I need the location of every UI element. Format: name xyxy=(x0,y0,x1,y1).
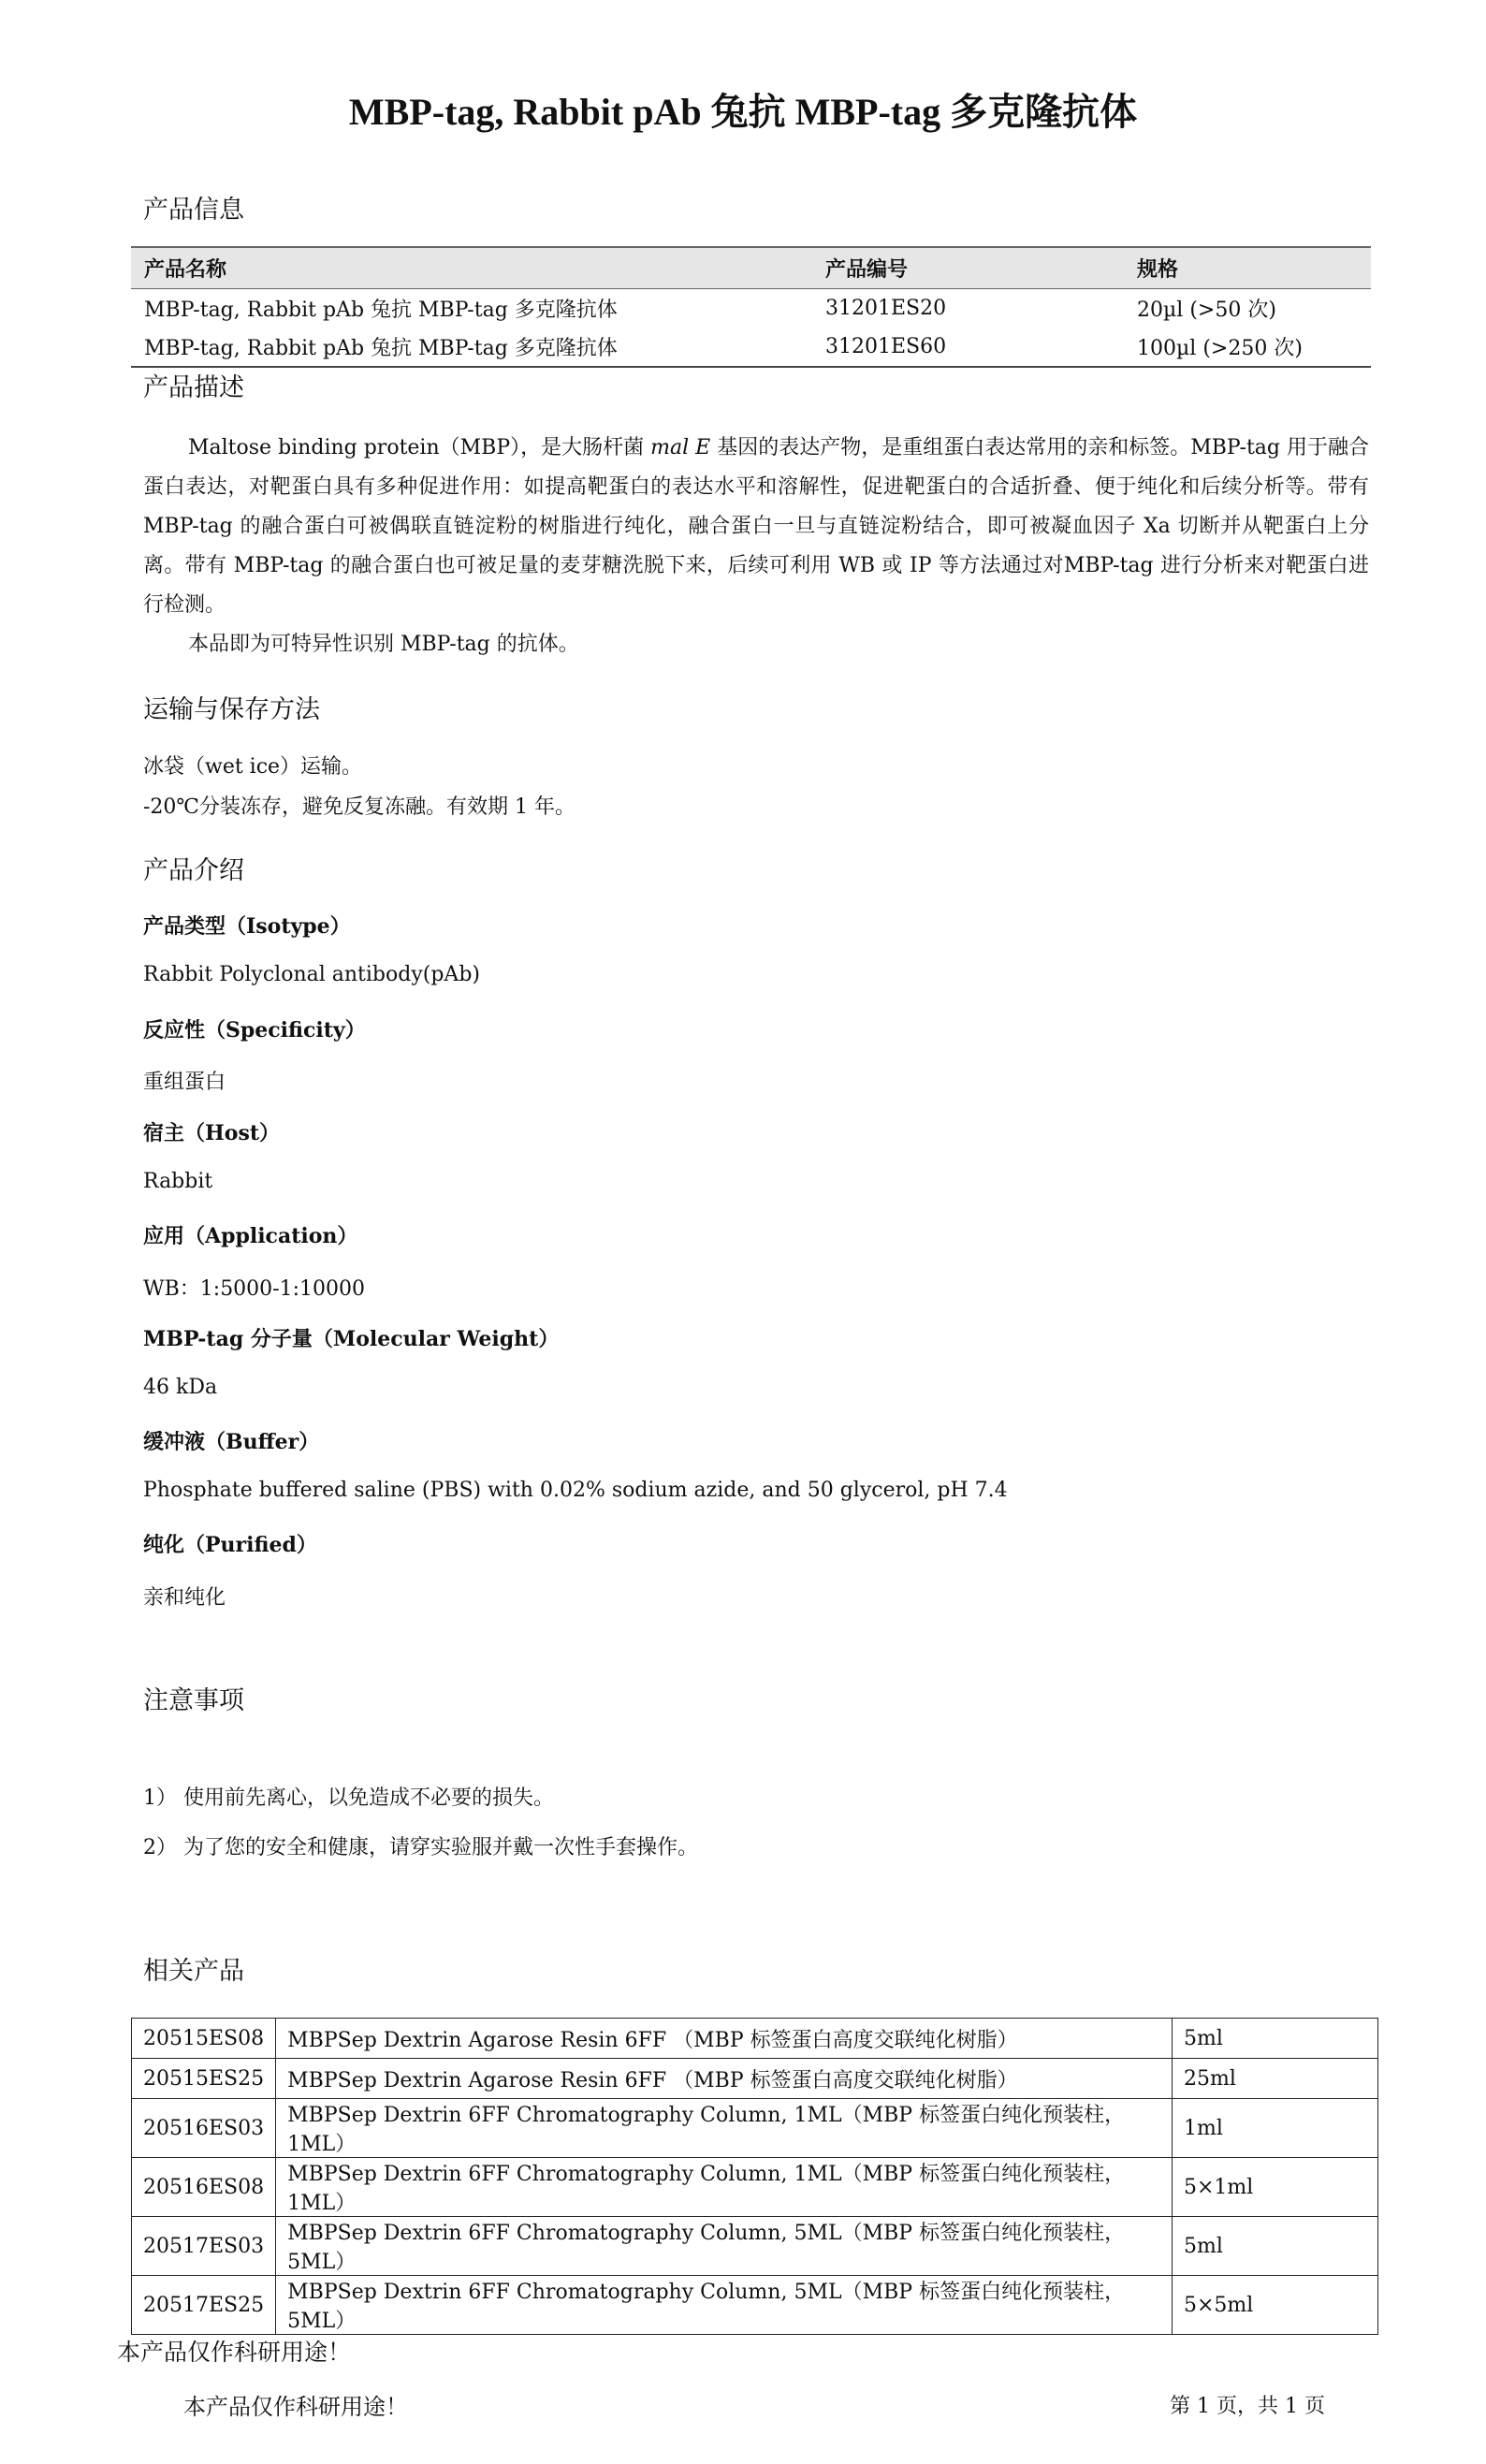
table-row xyxy=(131,289,1371,328)
product-description-cell: MBPSep Dextrin 6FF Chromatography Column, 1ML（MBP 标签蛋白纯化预装柱，1ML） xyxy=(276,2099,1173,2158)
product-info-table xyxy=(131,246,1371,368)
related-products-table xyxy=(131,2018,1378,2335)
product-spec-cell: 20µl (>50 次) xyxy=(1137,299,1276,322)
buffer-value: Phosphate buffered saline (PBS) with 0.02% sodium azide, and 50 glycerol, pH 7.4 xyxy=(143,1479,1008,1502)
note-item: 2） 为了您的安全和健康，请穿实验服并戴一次性手套操作。 xyxy=(143,1836,698,1859)
product-description-cell: MBPSep Dextrin 6FF Chromatography Column, 1ML（MBP 标签蛋白纯化预装柱，1ML） xyxy=(276,2158,1173,2217)
host-value: Rabbit xyxy=(143,1170,213,1193)
product-spec-cell: 100µl (>250 次) xyxy=(1137,337,1303,360)
section-heading-info: 产品信息 xyxy=(143,196,244,225)
buffer-label: 缓冲液（Buffer） xyxy=(143,1430,320,1454)
application-label: 应用（Application） xyxy=(143,1224,358,1248)
research-use-note: 本产品仅作科研用途！ xyxy=(117,2339,352,2366)
catalog-number-cell: 20517ES03 xyxy=(132,2217,276,2276)
catalog-number-cell: 20517ES25 xyxy=(132,2276,276,2335)
size-cell: 5×5ml xyxy=(1173,2276,1378,2335)
gene-name: mal E xyxy=(650,436,711,459)
catalog-number-cell: 20516ES03 xyxy=(132,2099,276,2158)
size-cell: 1ml xyxy=(1173,2099,1378,2158)
specificity-value: 重组蛋白 xyxy=(143,1071,226,1094)
header-product-code: 产品编号 xyxy=(825,257,909,282)
application-value: WB：1:5000-1:10000 xyxy=(143,1277,366,1301)
note-item: 1） 使用前先离心，以免造成不必要的损失。 xyxy=(143,1786,554,1810)
section-heading-notes: 注意事项 xyxy=(143,1686,244,1715)
catalog-number-cell: 20516ES08 xyxy=(132,2158,276,2217)
footer-research-use: 本产品仅作科研用途！ xyxy=(183,2394,408,2420)
table-row xyxy=(131,328,1371,367)
catalog-number-cell: 20515ES08 xyxy=(132,2019,276,2059)
table-row xyxy=(132,2217,1378,2276)
document-title: MBP-tag, Rabbit pAb 兔抗 MBP-tag 多克隆抗体 xyxy=(348,91,1138,133)
purified-value: 亲和纯化 xyxy=(143,1586,226,1610)
molecular-weight-value: 46 kDa xyxy=(143,1376,218,1399)
header-spec: 规格 xyxy=(1137,257,1179,282)
purified-label: 纯化（Purified） xyxy=(143,1533,317,1557)
isotype-value: Rabbit Polyclonal antibody(pAb) xyxy=(143,963,480,986)
product-description-cell: MBPSep Dextrin 6FF Chromatography Column, 5ML（MBP 标签蛋白纯化预装柱，5ML） xyxy=(276,2217,1173,2276)
size-cell: 5×1ml xyxy=(1173,2158,1378,2217)
size-cell: 5ml xyxy=(1173,2019,1378,2059)
product-name-cell: MBP-tag, Rabbit pAb 兔抗 MBP-tag 多克隆抗体 xyxy=(144,299,618,322)
specificity-label: 反应性（Specificity） xyxy=(143,1018,366,1042)
storage-shipping: 冰袋（wet ice）运输。 xyxy=(143,755,363,779)
description-text: Maltose binding protein（MBP），是大肠杆菌 xyxy=(188,436,651,459)
product-code-cell: 31201ES20 xyxy=(825,297,947,320)
section-heading-related: 相关产品 xyxy=(143,1957,244,1986)
description-paragraph xyxy=(143,429,1369,625)
product-description-cell: MBPSep Dextrin Agarose Resin 6FF （MBP 标签蛋白高度交联纯化树脂） xyxy=(276,2059,1173,2099)
table-row xyxy=(132,2059,1378,2099)
table-row xyxy=(132,2019,1378,2059)
product-description-cell: MBPSep Dextrin 6FF Chromatography Column, 5ML（MBP 标签蛋白纯化预装柱，5ML） xyxy=(276,2276,1173,2335)
page-number: 第 1 页，共 1 页 xyxy=(1170,2395,1325,2418)
table-row xyxy=(132,2158,1378,2217)
table-header-row xyxy=(131,247,1371,289)
table-row xyxy=(132,2099,1378,2158)
product-name-cell: MBP-tag, Rabbit pAb 兔抗 MBP-tag 多克隆抗体 xyxy=(144,337,618,360)
header-product-name: 产品名称 xyxy=(144,257,227,282)
section-heading-description: 产品描述 xyxy=(143,373,244,402)
storage-conditions: -20℃分装冻存，避免反复冻融。有效期 1 年。 xyxy=(143,795,576,819)
section-heading-storage: 运输与保存方法 xyxy=(143,695,320,724)
product-code-cell: 31201ES60 xyxy=(825,335,947,358)
host-label: 宿主（Host） xyxy=(143,1121,281,1145)
description-paragraph: 本品即为可特异性识别 MBP-tag 的抗体。 xyxy=(188,633,579,656)
isotype-label: 产品类型（Isotype） xyxy=(143,914,351,939)
description-body xyxy=(143,429,1369,664)
molecular-weight-label: MBP-tag 分子量（Molecular Weight） xyxy=(143,1327,560,1351)
size-cell: 5ml xyxy=(1173,2217,1378,2276)
description-text: 基因的表达产物，是重组蛋白表达常用的亲和标签。MBP-tag 用于融合蛋白表达，对靶蛋白具有多种促进作用：如提高靶蛋白的表达水平和溶解性，促进靶蛋白的合适折叠、便于纯化和后续分析等。带有 MBP-tag 的融合蛋白可被偶联直链淀粉的树脂进行纯化，融合蛋白一旦与直链淀粉结合，即可被凝血因子 Xa 切断并从靶蛋白上分离。带有 MBP-tag 的融合蛋白也可被足量的麦芽糖洗脱下来，后续可利用 WB 或 IP 等方法通过对MBP-tag 进行分析来对靶蛋白进行检测。 xyxy=(143,436,1369,617)
product-description-cell: MBPSep Dextrin Agarose Resin 6FF （MBP 标签蛋白高度交联纯化树脂） xyxy=(276,2019,1173,2059)
table-row xyxy=(132,2276,1378,2335)
catalog-number-cell: 20515ES25 xyxy=(132,2059,276,2099)
size-cell: 25ml xyxy=(1173,2059,1378,2099)
section-heading-intro: 产品介绍 xyxy=(143,856,244,885)
